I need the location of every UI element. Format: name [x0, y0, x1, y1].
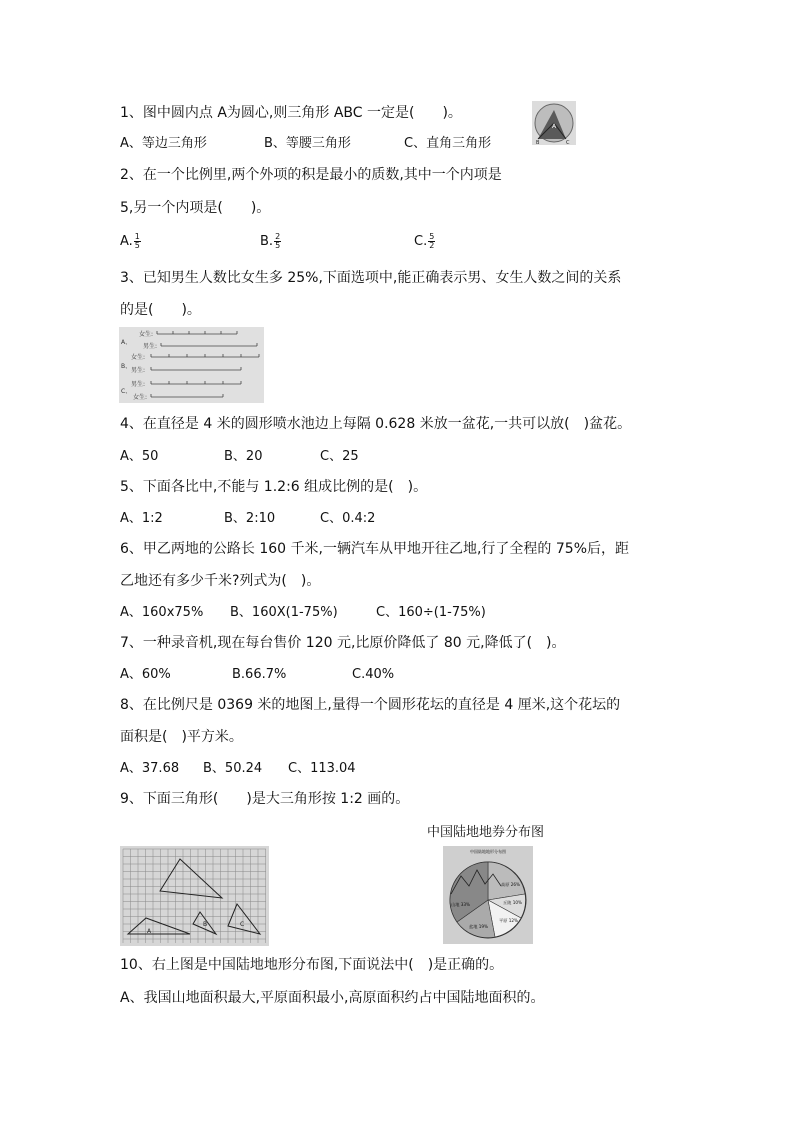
question-8-text-line-1: 8、在比例尺是 0369 米的地图上,量得一个圆形花坛的直径是 4 厘米,这个花坛的: [120, 697, 621, 713]
terrain-pie-chart-figure: [443, 846, 533, 944]
question-7-text: 7、一种录音机,现在每台售价 120 元,比原价降低了 80 元,降低了( )。: [120, 635, 566, 651]
fig9-label-c: C: [240, 921, 245, 928]
q5-option-b: B、2:10: [224, 511, 276, 526]
question-3-text-line-1: 3、已知男生人数比女生多 25%,下面选项中,能正确表示男、女生人数之间的关系: [120, 270, 622, 286]
q8-option-b: B、50.24: [203, 761, 263, 776]
q5-option-a: A、1:2: [120, 511, 163, 526]
label-plain: 平原 12%: [499, 918, 519, 923]
q4-option-c: C、25: [320, 449, 359, 464]
label-hill: 丘陵 10%: [503, 900, 523, 905]
q6-option-c: C、160÷(1-75%): [376, 605, 486, 620]
fig3-girls-b: 女生:: [131, 354, 146, 361]
fig9-label-b: B: [203, 921, 208, 928]
q1-option-a: A、等边三角形: [120, 136, 207, 151]
q2-option-a: A. $\frac{1}{5}$: [120, 232, 140, 250]
q6-option-a: A、160x75%: [120, 605, 204, 620]
q4-option-a: A、50: [120, 449, 159, 464]
question-6-text-line-1: 6、甲乙两地的公路长 160 千米,一辆汽车从甲地开往乙地,行了全程的 75%后，距: [120, 541, 629, 557]
question-10-text: 10、右上图是中国陆地地形分布图,下面说法中( )是正确的。: [120, 957, 504, 973]
fig3-boys-c: 男生:: [131, 381, 146, 388]
question-1-text: 1、图中圆内点 A为圆心,则三角形 ABC 一定是( )。: [120, 105, 462, 121]
question-9-text: 9、下面三角形( )是大三角形按 1:2 画的。: [120, 791, 410, 807]
q1-option-b: B、等腰三角形: [264, 136, 351, 151]
fig9-label-a: A: [147, 928, 152, 935]
map-caption: 中国陆地地券分布图: [427, 825, 545, 840]
bar-segment-figure: [119, 327, 264, 403]
fig-label-a: A: [551, 123, 557, 130]
q1-option-c: C、直角三角形: [404, 136, 492, 151]
map-inner-title: 中国陆地地形分布图: [470, 849, 506, 854]
fig3-girls-c: 女生:: [133, 394, 148, 401]
fig3-option-c: C、: [121, 388, 132, 395]
fig3-boys-a: 男生:: [143, 343, 158, 350]
label-basin: 盆地 19%: [469, 924, 489, 929]
circle-triangle-figure: [532, 101, 576, 145]
q4-option-b: B、20: [224, 449, 263, 464]
question-6-text-line-2: 乙地还有多少千米?列式为( )。: [120, 573, 321, 589]
question-2-text-line-2: 5,另一个内项是( )。: [120, 200, 271, 216]
q8-option-c: C、113.04: [288, 761, 356, 776]
q2-option-c: C. $\frac{5}{2}$: [414, 232, 435, 250]
q7-option-a: A、60%: [120, 667, 171, 682]
question-3-text-line-2: 的是( )。: [120, 302, 201, 318]
fig-label-c: C: [566, 140, 570, 145]
q8-option-a: A、37.68: [120, 761, 180, 776]
fig-label-b: B: [536, 140, 540, 145]
fig3-boys-b: 男生:: [131, 367, 146, 374]
fig3-girls-a: 女生:: [139, 331, 154, 338]
question-8-text-line-2: 面积是( )平方米。: [120, 729, 243, 745]
q6-option-b: B、160X(1-75%): [230, 605, 338, 620]
fig3-option-b: B、: [121, 363, 132, 370]
question-4-text: 4、在直径是 4 米的圆形喷水池边上每隔 0.628 米放一盆花,一共可以放( )盆花。: [120, 416, 632, 432]
q2-option-b: B. $\frac{2}{5}$: [260, 232, 281, 250]
q7-option-b: B.66.7%: [232, 667, 287, 682]
fig3-option-a: A、: [121, 339, 132, 346]
question-2-text-line-1: 2、在一个比例里,两个外项的积是最小的质数,其中一个内项是: [120, 167, 502, 183]
q7-option-c: C.40%: [352, 667, 395, 682]
question-5-text: 5、下面各比中,不能与 1.2:6 组成比例的是( )。: [120, 479, 428, 495]
label-plateau: 高原 26%: [501, 882, 521, 887]
label-mountain: 山地 33%: [451, 902, 471, 907]
q5-option-c: C、0.4:2: [320, 511, 376, 526]
q10-option-a: A、我国山地面积最大,平原面积最小,高原面积约占中国陆地面积的。: [120, 990, 545, 1006]
triangle-grid-figure: [120, 846, 269, 946]
